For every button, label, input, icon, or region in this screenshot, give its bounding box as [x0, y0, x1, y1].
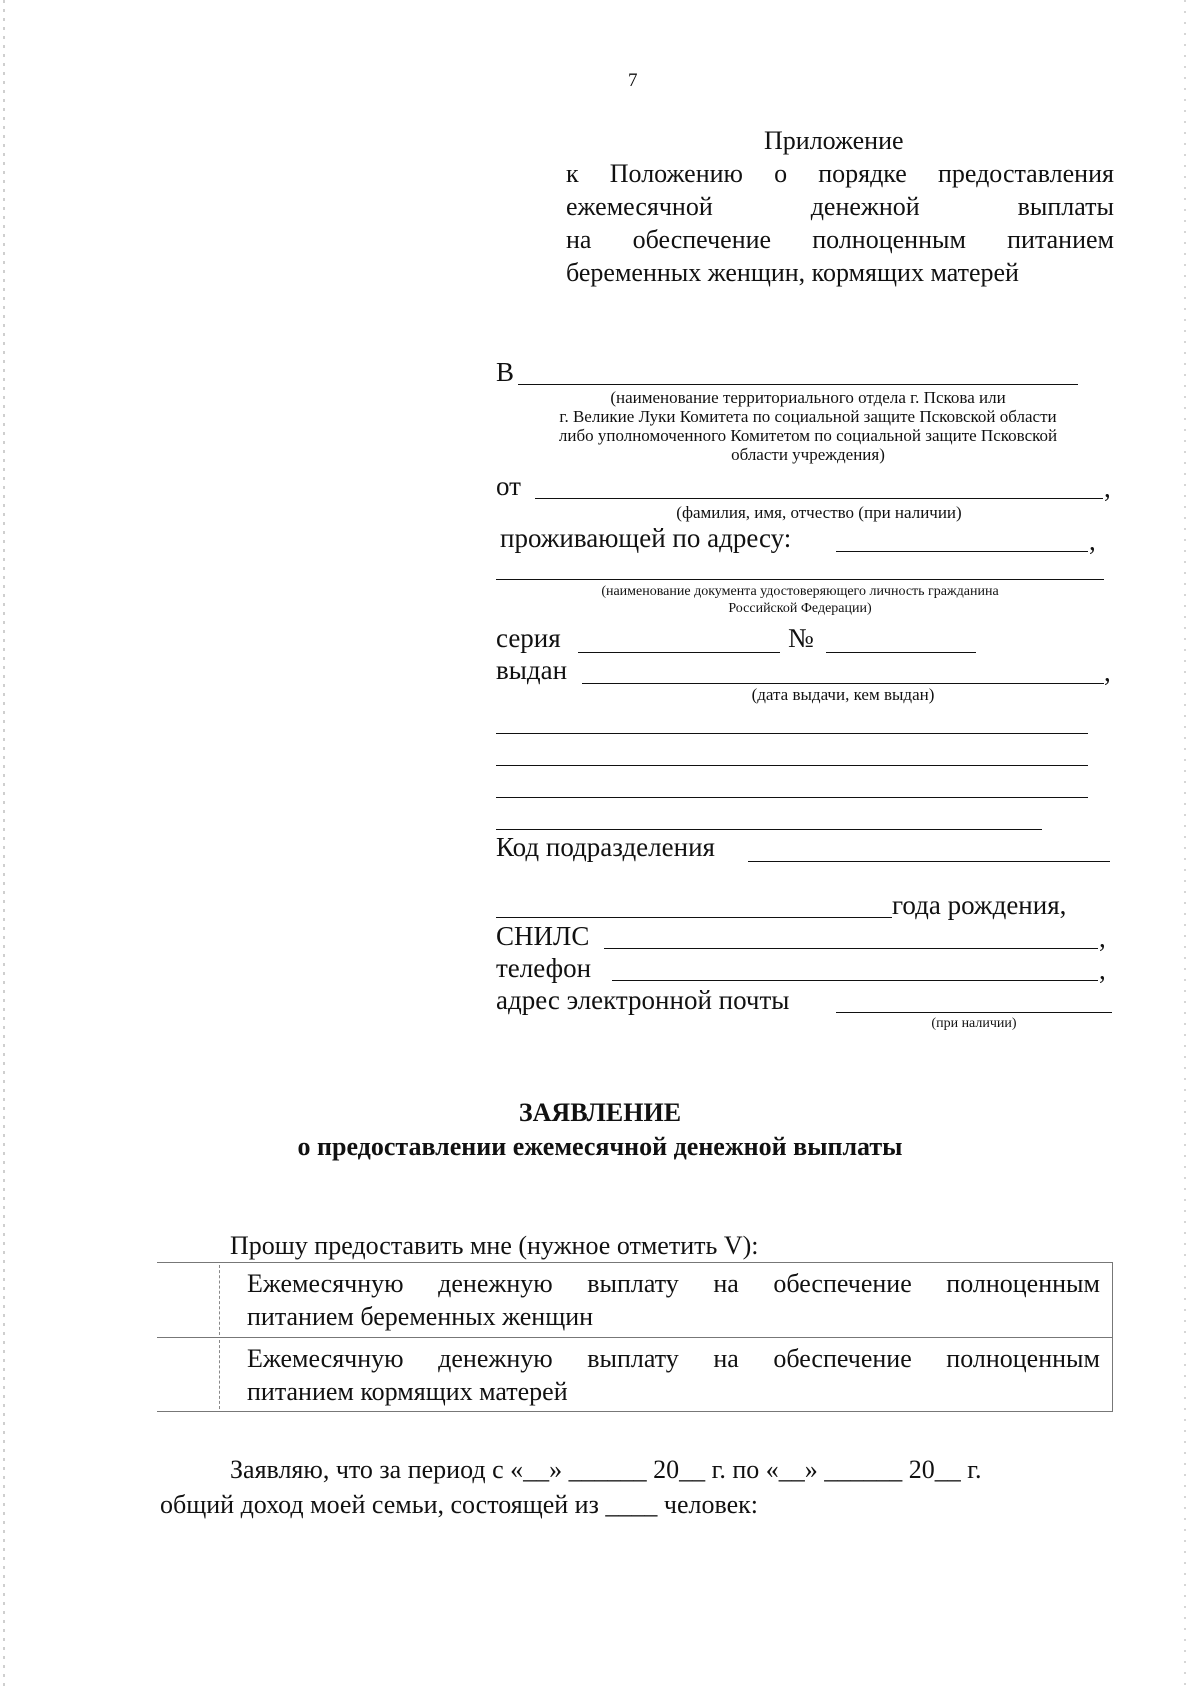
addressee-caption — [498, 388, 1118, 464]
comma: , — [1099, 955, 1106, 985]
appendix-word: полноценным — [812, 225, 966, 254]
appendix-line-3 — [566, 223, 1114, 256]
appendix-word: выплаты — [1017, 192, 1114, 221]
option-text — [247, 1342, 1100, 1408]
appendix-word: ежемесячной — [566, 192, 713, 221]
appendix-line-1 — [566, 157, 1114, 190]
option-word: на — [713, 1344, 739, 1373]
email-caption: (при наличии) — [931, 1016, 1017, 1031]
caption-line: г. Великие Луки Комитета по социальной защите Псковской области — [559, 407, 1057, 426]
option-word: на — [713, 1269, 739, 1298]
income-line-1: Заявляю, что за период с «__» ______ 20__ г. по «__» ______ 20__ г. — [230, 1455, 982, 1484]
comma: , — [1104, 657, 1111, 687]
birth-year-field[interactable] — [496, 917, 892, 918]
division-code-field[interactable] — [748, 861, 1110, 862]
snils-label: СНИЛС — [496, 921, 590, 951]
appendix-word: питанием — [1007, 225, 1114, 254]
caption-line: либо уполномоченного Комитетом по социальной защите Псковской — [558, 426, 1058, 445]
option-row[interactable] — [157, 1263, 1112, 1338]
series-field[interactable] — [578, 652, 780, 653]
snils-field[interactable] — [604, 948, 1098, 949]
appendix-word: обеспечение — [632, 225, 772, 254]
option-row[interactable] — [157, 1338, 1112, 1412]
option-word: выплату — [587, 1344, 679, 1373]
option-line: питанием беременных женщин — [247, 1302, 594, 1331]
phone-label: телефон — [496, 953, 592, 983]
option-word: денежную — [438, 1269, 553, 1298]
appendix-word: к — [566, 159, 579, 188]
addressee-field[interactable] — [518, 384, 1078, 385]
caption-line: (наименование территориального отдела г. Пскова или — [610, 388, 1006, 407]
issued-label: выдан — [496, 655, 568, 685]
number-label: № — [788, 623, 814, 653]
email-field[interactable] — [836, 1012, 1112, 1013]
issued-field[interactable] — [582, 683, 1104, 684]
option-word: полноценным — [946, 1344, 1100, 1373]
appendix-word: денежной — [810, 192, 920, 221]
issued-continuation-field[interactable] — [496, 733, 1088, 734]
address-label: проживающей по адресу: — [500, 523, 792, 553]
statement-subtitle: о предоставлении ежемесячной денежной выплаты — [297, 1132, 903, 1161]
birth-year-label: года рождения, — [892, 890, 1067, 920]
request-line: Прошу предоставить мне (нужное отметить V): — [230, 1231, 759, 1260]
appendix-line-2 — [566, 190, 1114, 223]
appendix-word: предоставления — [937, 159, 1114, 188]
page-number: 7 — [628, 70, 638, 91]
appendix-word: на — [566, 225, 592, 254]
from-label: от — [496, 471, 521, 501]
division-code-label: Код подразделения — [496, 832, 715, 862]
income-line-2: общий доход моей семьи, состоящей из ____ человек: — [160, 1490, 758, 1519]
caption-line: (наименование документа удостоверяющего личность гражданина — [601, 584, 999, 599]
options-table — [157, 1262, 1113, 1412]
issued-continuation-field[interactable] — [496, 829, 1042, 830]
scan-edge-right — [1184, 0, 1186, 1686]
option-word: полноценным — [946, 1269, 1100, 1298]
number-field[interactable] — [826, 652, 976, 653]
option-word: выплату — [587, 1269, 679, 1298]
option-word: обеспечение — [773, 1269, 912, 1298]
full-name-field[interactable] — [535, 498, 1103, 499]
appendix-block — [566, 124, 1114, 289]
comma: , — [1104, 473, 1111, 503]
issued-continuation-field[interactable] — [496, 765, 1088, 766]
option-word: денежную — [438, 1344, 553, 1373]
address-field[interactable] — [836, 551, 1088, 552]
phone-field[interactable] — [612, 980, 1098, 981]
id-document-field[interactable] — [496, 579, 1104, 580]
option-checkbox-cell[interactable] — [219, 1265, 220, 1335]
comma: , — [1089, 526, 1096, 556]
comma: , — [1099, 923, 1106, 953]
appendix-title: Приложение — [764, 126, 904, 155]
option-word: обеспечение — [773, 1344, 912, 1373]
to-prefix: В — [496, 357, 515, 387]
email-label: адрес электронной почты — [496, 985, 790, 1015]
statement-title: ЗАЯВЛЕНИЕ — [518, 1098, 682, 1127]
issued-continuation-field[interactable] — [496, 797, 1088, 798]
caption-line: области учреждения) — [731, 445, 885, 464]
option-word: Ежемесячную — [247, 1269, 404, 1298]
issued-caption: (дата выдачи, кем выдан) — [751, 685, 935, 704]
id-document-caption — [520, 583, 1080, 617]
appendix-word: о — [774, 159, 788, 188]
option-line: питанием кормящих матерей — [247, 1377, 568, 1406]
option-text — [247, 1267, 1100, 1333]
series-label: серия — [496, 623, 561, 653]
option-word: Ежемесячную — [247, 1344, 404, 1373]
appendix-word: Положению — [609, 159, 743, 188]
appendix-line-4: беременных женщин, кормящих матерей — [566, 258, 1019, 287]
option-checkbox-cell[interactable] — [219, 1340, 220, 1409]
appendix-word: порядке — [818, 159, 907, 188]
full-name-caption: (фамилия, имя, отчество (при наличии) — [676, 503, 962, 522]
caption-line: Российской Федерации) — [728, 601, 872, 616]
scan-edge-left — [3, 0, 5, 1686]
